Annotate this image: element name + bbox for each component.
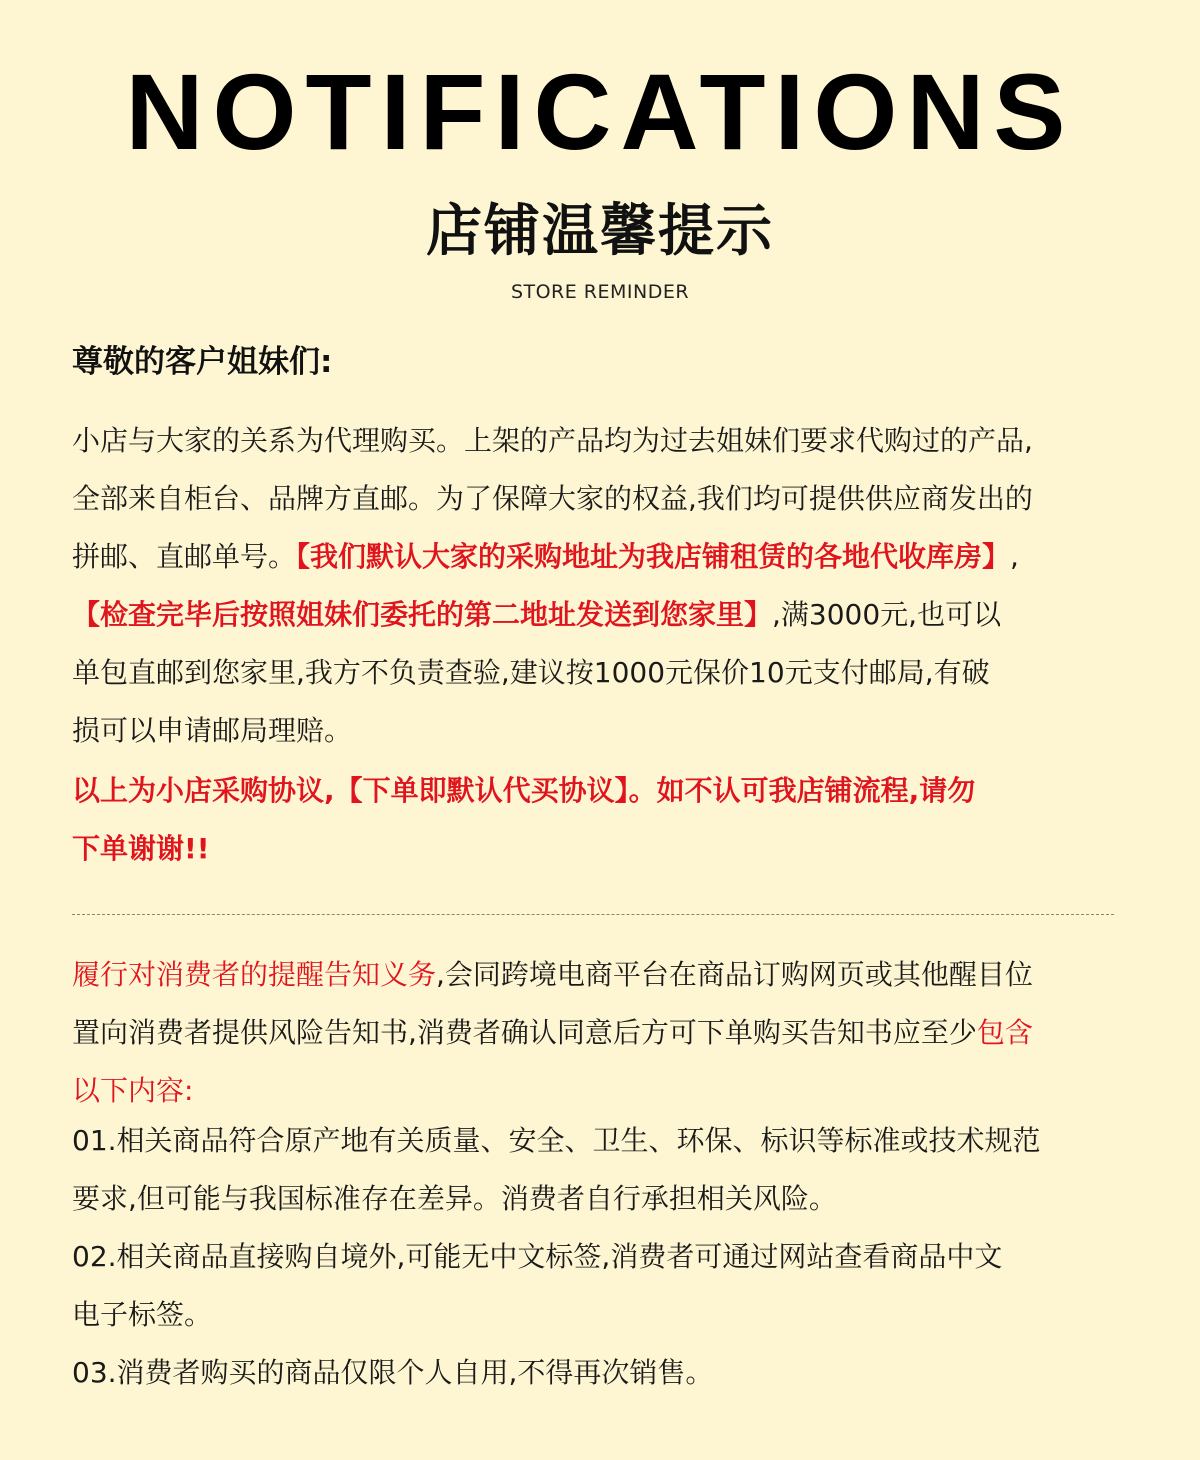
intro-line-3-text: 拼邮、直邮单号。: [72, 540, 297, 573]
notice-line-2: [72, 1004, 1132, 1062]
greeting-heading: 尊敬的客户姐妹们:: [72, 344, 333, 380]
risk-items-list: [72, 1112, 1132, 1402]
intro-line-5: 单包直邮到您家里,我方不负责查验,建议按1000元保价10元支付邮局,有破: [72, 656, 990, 689]
notice-line-2-text: 置向消费者提供风险告知书,消费者确认同意后方可下单购买告知书应至少: [72, 1016, 977, 1049]
english-subtitle: STORE REMINDER: [510, 281, 690, 303]
risk-notice-paragraph: [72, 946, 1132, 1120]
intro-line-4-tail: ,满3000元,也可以: [772, 598, 1002, 631]
intro-line-1: 小店与大家的关系为代理购买。上架的产品均为过去姐妹们要求代购过的产品,: [72, 424, 1033, 457]
notice-line-1-tail: ,会同跨境电商平台在商品订购网页或其他醒目位: [436, 958, 1033, 991]
notice-includes-label: 包含: [976, 1016, 1033, 1049]
forwarding-notice: 【检查完毕后按照姐妹们委托的第二地址发送到您家里】: [72, 598, 773, 631]
intro-line-3: [72, 528, 1132, 586]
intro-line-4: [72, 586, 1132, 644]
agreement-line-1: 以上为小店采购协议,【下单即默认代买协议】。如不认可我店铺流程,请勿: [72, 774, 976, 807]
chinese-title: 店铺温馨提示: [426, 199, 774, 264]
purchase-agreement-notice: [72, 762, 1132, 878]
intro-paragraph: [72, 412, 1132, 760]
intro-line-6: 损可以申请邮局理赔。: [72, 714, 353, 747]
list-item-1-line-2: 要求,但可能与我国标准存在差异。消费者自行承担相关风险。: [72, 1182, 837, 1215]
intro-line-2: 全部来自柜台、品牌方直邮。为了保障大家的权益,我们均可提供供应商发出的: [72, 482, 1033, 515]
list-item-2-line-1: 02.相关商品直接购自境外,可能无中文标签,消费者可通过网站查看商品中文: [72, 1240, 1003, 1273]
list-item-3-line-1: 03.消费者购买的商品仅限个人自用,不得再次销售。: [72, 1356, 714, 1389]
notice-obligation-heading: 履行对消费者的提醒告知义务: [72, 958, 437, 991]
list-item-1-line-1: 01.相关商品符合原产地有关质量、安全、卫生、环保、标识等标准或技术规范: [72, 1124, 1041, 1157]
agreement-line-2: 下单谢谢!!: [72, 832, 210, 865]
notice-line-1: [72, 946, 1132, 1004]
list-item-2-line-2: 电子标签。: [72, 1298, 213, 1331]
page-title: NOTIFICATIONS: [125, 51, 1075, 172]
intro-line-3-tail: ,: [1010, 540, 1019, 573]
notice-line-3: 以下内容:: [72, 1074, 194, 1107]
warehouse-address-notice: 【我们默认大家的采购地址为我店铺租赁的各地代收库房】: [296, 540, 1011, 573]
section-divider: [72, 914, 1114, 915]
